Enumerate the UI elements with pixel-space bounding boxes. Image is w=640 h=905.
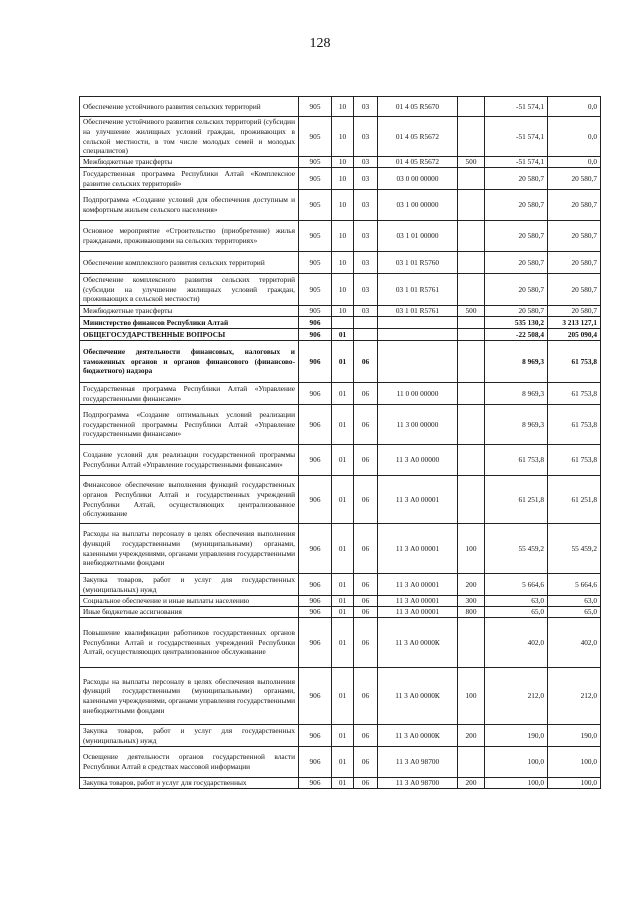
row-section-code: 01 bbox=[332, 607, 354, 618]
row-name: Закупка товаров, работ и услуг для государственных (муниципальных) нужд bbox=[80, 725, 299, 747]
row-grbs-code: 906 bbox=[299, 596, 332, 607]
row-amount-change: 20 580,7 bbox=[485, 252, 548, 274]
row-grbs-code: 906 bbox=[299, 383, 332, 405]
row-target-article-code: 11 3 А0 0000К bbox=[378, 618, 458, 668]
row-subsection-code: 03 bbox=[354, 306, 378, 317]
row-name: Иные бюджетные ассигнования bbox=[80, 607, 299, 618]
row-grbs-code: 905 bbox=[299, 168, 332, 190]
table-row bbox=[80, 574, 601, 596]
row-subsection-code: 06 bbox=[354, 405, 378, 445]
row-name: Министерство финансов Республики Алтай bbox=[80, 317, 299, 329]
table-row bbox=[80, 618, 601, 668]
row-section-code: 01 bbox=[332, 445, 354, 476]
row-expense-type-code: 200 bbox=[458, 778, 485, 789]
row-amount-change: 20 580,7 bbox=[485, 190, 548, 221]
row-name: Освещение деятельности органов государственной власти Республики Алтай в средствах массовой информации bbox=[80, 747, 299, 778]
row-section-code: 10 bbox=[332, 97, 354, 117]
row-target-article-code: 11 0 00 00000 bbox=[378, 383, 458, 405]
row-grbs-code: 906 bbox=[299, 405, 332, 445]
row-subsection-code bbox=[354, 329, 378, 341]
row-amount-change: 8 969,3 bbox=[485, 341, 548, 383]
row-expense-type-code bbox=[458, 317, 485, 329]
row-name: Государственная программа Республики Алтай «Комплексное развитие сельских территорий» bbox=[80, 168, 299, 190]
row-target-article-code: 03 1 00 00000 bbox=[378, 190, 458, 221]
row-amount-total: 20 580,7 bbox=[548, 168, 601, 190]
row-subsection-code: 03 bbox=[354, 252, 378, 274]
row-section-code: 01 bbox=[332, 725, 354, 747]
row-target-article-code: 11 3 А0 00001 bbox=[378, 524, 458, 574]
row-expense-type-code: 300 bbox=[458, 596, 485, 607]
row-target-article-code: 11 3 А0 0000К bbox=[378, 725, 458, 747]
row-amount-total: 100,0 bbox=[548, 747, 601, 778]
row-target-article-code: 03 1 01 R5761 bbox=[378, 274, 458, 306]
row-amount-total: 61 753,8 bbox=[548, 405, 601, 445]
row-target-article-code: 03 1 01 00000 bbox=[378, 221, 458, 252]
row-amount-total: 190,0 bbox=[548, 725, 601, 747]
row-grbs-code: 906 bbox=[299, 341, 332, 383]
row-subsection-code: 06 bbox=[354, 778, 378, 789]
row-subsection-code: 06 bbox=[354, 476, 378, 524]
row-grbs-code: 906 bbox=[299, 574, 332, 596]
row-amount-total: 212,0 bbox=[548, 668, 601, 725]
row-subsection-code: 03 bbox=[354, 157, 378, 168]
row-section-code: 01 bbox=[332, 747, 354, 778]
row-amount-change: 20 580,7 bbox=[485, 274, 548, 306]
row-name: Основное мероприятие «Строительство (приобретение) жилья гражданами, проживающими на сельских территориях» bbox=[80, 221, 299, 252]
row-section-code: 10 bbox=[332, 117, 354, 157]
row-expense-type-code: 200 bbox=[458, 574, 485, 596]
row-amount-total: 205 090,4 bbox=[548, 329, 601, 341]
row-amount-change: 61 753,8 bbox=[485, 445, 548, 476]
row-amount-total: 20 580,7 bbox=[548, 221, 601, 252]
row-expense-type-code: 100 bbox=[458, 668, 485, 725]
row-expense-type-code bbox=[458, 329, 485, 341]
row-name: Обеспечение деятельности финансовых, налоговых и таможенных органов и органов финансового (финансово-бюджетного) надзора bbox=[80, 341, 299, 383]
row-name: Социальное обеспечение и иные выплаты населению bbox=[80, 596, 299, 607]
row-expense-type-code: 200 bbox=[458, 725, 485, 747]
table-row bbox=[80, 383, 601, 405]
row-subsection-code: 06 bbox=[354, 574, 378, 596]
row-subsection-code: 03 bbox=[354, 190, 378, 221]
row-amount-total: 63,0 bbox=[548, 596, 601, 607]
row-expense-type-code bbox=[458, 341, 485, 383]
row-expense-type-code bbox=[458, 618, 485, 668]
row-amount-change: 20 580,7 bbox=[485, 168, 548, 190]
row-subsection-code: 06 bbox=[354, 341, 378, 383]
row-amount-change: 8 969,3 bbox=[485, 383, 548, 405]
row-expense-type-code bbox=[458, 190, 485, 221]
row-section-code: 10 bbox=[332, 306, 354, 317]
row-target-article-code bbox=[378, 341, 458, 383]
row-grbs-code: 906 bbox=[299, 747, 332, 778]
row-section-code: 01 bbox=[332, 329, 354, 341]
row-target-article-code: 11 3 00 00000 bbox=[378, 405, 458, 445]
row-grbs-code: 905 bbox=[299, 97, 332, 117]
row-expense-type-code bbox=[458, 405, 485, 445]
table-row bbox=[80, 221, 601, 252]
row-grbs-code: 905 bbox=[299, 221, 332, 252]
row-amount-total: 5 664,6 bbox=[548, 574, 601, 596]
row-section-code: 01 bbox=[332, 574, 354, 596]
row-name: Подпрограмма «Создание условий для обеспечения доступным и комфортным жильем сельского населения» bbox=[80, 190, 299, 221]
row-amount-total: 61 251,8 bbox=[548, 476, 601, 524]
row-amount-change: 100,0 bbox=[485, 747, 548, 778]
table-row bbox=[80, 476, 601, 524]
row-expense-type-code bbox=[458, 445, 485, 476]
row-target-article-code bbox=[378, 317, 458, 329]
row-target-article-code: 01 4 05 R5670 bbox=[378, 97, 458, 117]
row-amount-total: 55 459,2 bbox=[548, 524, 601, 574]
row-section-code: 10 bbox=[332, 157, 354, 168]
row-expense-type-code bbox=[458, 274, 485, 306]
row-amount-total: 0,0 bbox=[548, 97, 601, 117]
row-subsection-code: 03 bbox=[354, 221, 378, 252]
row-amount-change: -51 574,1 bbox=[485, 97, 548, 117]
row-amount-total: 20 580,7 bbox=[548, 252, 601, 274]
table-row bbox=[80, 778, 601, 789]
row-name: Государственная программа Республики Алтай «Управление государственными финансами» bbox=[80, 383, 299, 405]
row-section-code bbox=[332, 317, 354, 329]
row-name: Межбюджетные трансферты bbox=[80, 306, 299, 317]
row-amount-total: 65,0 bbox=[548, 607, 601, 618]
page-number: 128 bbox=[309, 36, 331, 51]
table-row bbox=[80, 747, 601, 778]
table-row bbox=[80, 341, 601, 383]
row-amount-total: 61 753,8 bbox=[548, 341, 601, 383]
row-subsection-code: 03 bbox=[354, 97, 378, 117]
row-section-code: 10 bbox=[332, 190, 354, 221]
row-amount-total: 0,0 bbox=[548, 117, 601, 157]
row-amount-change: 5 664,6 bbox=[485, 574, 548, 596]
row-subsection-code: 06 bbox=[354, 383, 378, 405]
row-target-article-code: 03 0 00 00000 bbox=[378, 168, 458, 190]
row-name: Обеспечение комплексного развития сельских территорий (субсидии на улучшение жилищных условий граждан, проживающих в сельской местности) bbox=[80, 274, 299, 306]
row-name: Расходы на выплаты персоналу в целях обеспечения выполнения функций государственными (муниципальными) органами, казенными учреждениями, органами управления государственными внебюджетными фондами bbox=[80, 524, 299, 574]
row-expense-type-code bbox=[458, 747, 485, 778]
row-amount-change: 20 580,7 bbox=[485, 221, 548, 252]
row-section-code: 10 bbox=[332, 252, 354, 274]
row-name: Создание условий для реализации государственной программы Республики Алтай «Управление государственными финансами» bbox=[80, 445, 299, 476]
row-name: Обеспечение устойчивого развития сельских территорий (субсидии на улучшение жилищных условий граждан, проживающих в сельской местности, в том числе молодых семей и молодых специалистов) bbox=[80, 117, 299, 157]
row-subsection-code: 06 bbox=[354, 618, 378, 668]
row-section-code: 01 bbox=[332, 383, 354, 405]
row-subsection-code: 06 bbox=[354, 747, 378, 778]
row-grbs-code: 906 bbox=[299, 778, 332, 789]
row-amount-total: 0,0 bbox=[548, 157, 601, 168]
row-subsection-code: 06 bbox=[354, 668, 378, 725]
row-section-code: 10 bbox=[332, 274, 354, 306]
row-expense-type-code: 500 bbox=[458, 306, 485, 317]
row-grbs-code: 906 bbox=[299, 607, 332, 618]
row-subsection-code: 06 bbox=[354, 445, 378, 476]
row-amount-total: 61 753,8 bbox=[548, 383, 601, 405]
row-section-code: 01 bbox=[332, 778, 354, 789]
table-row bbox=[80, 329, 601, 341]
row-grbs-code: 906 bbox=[299, 445, 332, 476]
row-subsection-code: 03 bbox=[354, 168, 378, 190]
table-row bbox=[80, 668, 601, 725]
row-target-article-code: 03 1 01 R5761 bbox=[378, 306, 458, 317]
row-target-article-code: 01 4 05 R5672 bbox=[378, 117, 458, 157]
table-row bbox=[80, 168, 601, 190]
row-subsection-code: 03 bbox=[354, 117, 378, 157]
row-target-article-code: 11 3 А0 00001 bbox=[378, 476, 458, 524]
row-name: Финансовое обеспечение выполнения функций государственных органов Республики Алтай и государственных учреждений Республики Алтай, осуществляющих централизованное обслуживание bbox=[80, 476, 299, 524]
table-row bbox=[80, 317, 601, 329]
row-target-article-code: 01 4 05 R5672 bbox=[378, 157, 458, 168]
row-grbs-code: 905 bbox=[299, 252, 332, 274]
row-expense-type-code: 500 bbox=[458, 157, 485, 168]
row-name: Повышение квалификации работников государственных органов Республики Алтай и государственных учреждений Республики Алтай, осуществляющих централизованное обслуживание bbox=[80, 618, 299, 668]
row-name: ОБЩЕГОСУДАРСТВЕННЫЕ ВОПРОСЫ bbox=[80, 329, 299, 341]
table-row bbox=[80, 306, 601, 317]
table-row bbox=[80, 117, 601, 157]
row-section-code: 01 bbox=[332, 596, 354, 607]
row-grbs-code: 906 bbox=[299, 618, 332, 668]
table-row bbox=[80, 596, 601, 607]
row-target-article-code: 11 3 А0 98700 bbox=[378, 747, 458, 778]
row-amount-change: -22 508,4 bbox=[485, 329, 548, 341]
row-expense-type-code: 100 bbox=[458, 524, 485, 574]
row-target-article-code: 11 3 А0 00001 bbox=[378, 596, 458, 607]
row-section-code: 10 bbox=[332, 221, 354, 252]
row-amount-change: -51 574,1 bbox=[485, 157, 548, 168]
row-expense-type-code bbox=[458, 221, 485, 252]
row-amount-change: -51 574,1 bbox=[485, 117, 548, 157]
row-grbs-code: 906 bbox=[299, 725, 332, 747]
row-subsection-code: 06 bbox=[354, 596, 378, 607]
row-amount-change: 212,0 bbox=[485, 668, 548, 725]
row-section-code: 01 bbox=[332, 405, 354, 445]
row-grbs-code: 905 bbox=[299, 190, 332, 221]
row-section-code: 01 bbox=[332, 668, 354, 725]
row-expense-type-code: 800 bbox=[458, 607, 485, 618]
row-grbs-code: 905 bbox=[299, 117, 332, 157]
row-section-code: 01 bbox=[332, 524, 354, 574]
row-grbs-code: 906 bbox=[299, 668, 332, 725]
table-row bbox=[80, 405, 601, 445]
table-row bbox=[80, 274, 601, 306]
row-target-article-code: 11 3 А0 98700 bbox=[378, 778, 458, 789]
row-name: Закупка товаров, работ и услуг для государственных bbox=[80, 778, 299, 789]
row-name: Подпрограмма «Создание оптимальных условий реализации государственной программы Республики Алтай «Управление государственными финансами» bbox=[80, 405, 299, 445]
row-expense-type-code bbox=[458, 168, 485, 190]
table-row bbox=[80, 607, 601, 618]
row-name: Расходы на выплаты персоналу в целях обеспечения выполнения функций государственными (муниципальными) органами, казенными учреждениями, органами управления государственными внебюджетными фондами bbox=[80, 668, 299, 725]
row-section-code: 10 bbox=[332, 168, 354, 190]
row-amount-change: 61 251,8 bbox=[485, 476, 548, 524]
row-amount-change: 63,0 bbox=[485, 596, 548, 607]
row-amount-change: 535 130,2 bbox=[485, 317, 548, 329]
row-grbs-code: 905 bbox=[299, 157, 332, 168]
table-row bbox=[80, 252, 601, 274]
row-name: Обеспечение комплексного развития сельских территорий bbox=[80, 252, 299, 274]
row-expense-type-code bbox=[458, 383, 485, 405]
row-target-article-code: 11 3 А0 00000 bbox=[378, 445, 458, 476]
row-amount-total: 20 580,7 bbox=[548, 190, 601, 221]
table-row bbox=[80, 445, 601, 476]
row-section-code: 01 bbox=[332, 476, 354, 524]
row-grbs-code: 905 bbox=[299, 306, 332, 317]
row-expense-type-code bbox=[458, 97, 485, 117]
row-amount-total: 20 580,7 bbox=[548, 306, 601, 317]
row-name: Межбюджетные трансферты bbox=[80, 157, 299, 168]
table-row bbox=[80, 524, 601, 574]
row-subsection-code: 06 bbox=[354, 607, 378, 618]
budget-table bbox=[79, 96, 601, 789]
row-expense-type-code bbox=[458, 252, 485, 274]
row-amount-change: 402,0 bbox=[485, 618, 548, 668]
row-grbs-code: 906 bbox=[299, 524, 332, 574]
row-expense-type-code bbox=[458, 117, 485, 157]
row-amount-change: 190,0 bbox=[485, 725, 548, 747]
row-amount-change: 55 459,2 bbox=[485, 524, 548, 574]
row-grbs-code: 906 bbox=[299, 476, 332, 524]
row-amount-change: 20 580,7 bbox=[485, 306, 548, 317]
row-amount-change: 65,0 bbox=[485, 607, 548, 618]
row-name: Закупка товаров, работ и услуг для государственных (муниципальных) нужд bbox=[80, 574, 299, 596]
row-amount-total: 3 213 127,1 bbox=[548, 317, 601, 329]
row-subsection-code: 03 bbox=[354, 274, 378, 306]
table-row bbox=[80, 97, 601, 117]
row-name: Обеспечение устойчивого развития сельских территорий bbox=[80, 97, 299, 117]
row-amount-total: 100,0 bbox=[548, 778, 601, 789]
row-amount-change: 8 969,3 bbox=[485, 405, 548, 445]
row-subsection-code bbox=[354, 317, 378, 329]
row-target-article-code: 03 1 01 R5760 bbox=[378, 252, 458, 274]
row-amount-total: 402,0 bbox=[548, 618, 601, 668]
row-subsection-code: 06 bbox=[354, 725, 378, 747]
row-grbs-code: 906 bbox=[299, 317, 332, 329]
row-grbs-code: 906 bbox=[299, 329, 332, 341]
row-expense-type-code bbox=[458, 476, 485, 524]
row-amount-total: 61 753,8 bbox=[548, 445, 601, 476]
table-row bbox=[80, 725, 601, 747]
row-target-article-code: 11 3 А0 00001 bbox=[378, 574, 458, 596]
row-target-article-code: 11 3 А0 0000К bbox=[378, 668, 458, 725]
row-section-code: 01 bbox=[332, 341, 354, 383]
row-target-article-code: 11 3 А0 00001 bbox=[378, 607, 458, 618]
row-grbs-code: 905 bbox=[299, 274, 332, 306]
row-amount-change: 100,0 bbox=[485, 778, 548, 789]
table-row bbox=[80, 190, 601, 221]
row-subsection-code: 06 bbox=[354, 524, 378, 574]
row-amount-total: 20 580,7 bbox=[548, 274, 601, 306]
table-row bbox=[80, 157, 601, 168]
row-section-code: 01 bbox=[332, 618, 354, 668]
row-target-article-code bbox=[378, 329, 458, 341]
